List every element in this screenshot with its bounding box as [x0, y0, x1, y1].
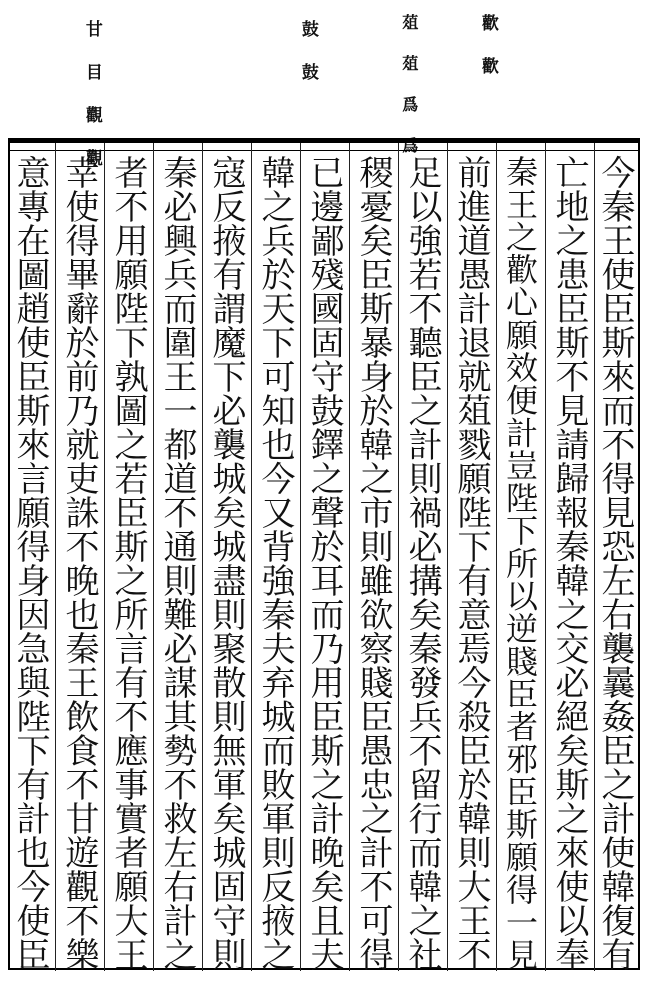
text-column-13: 意專在圖趙使臣斯來言願得身因急與陛下有計也今使臣 — [10, 155, 50, 971]
text-column-2: 亡地之患臣斯不見請歸報秦韓之交必絕矣斯之來使以奉 — [549, 155, 589, 971]
text-column-9: 寇反掖有謂魔下必襲城矣城盡則聚散則無軍矣城固守則 — [206, 155, 246, 971]
text-column-12: 幸使得畢辭於前乃就吏誅不晚也秦王飲食不甘遊觀不樂 — [59, 155, 99, 971]
margin-note-3: 鼓 鼓 — [297, 20, 318, 83]
text-column-3: 秦王之歡心願效便計豈陛下所以逆賤臣者邪臣斯願得一見 — [501, 155, 539, 971]
text-column-6: 稷憂矣臣斯暴身於韓之市則雖欲察賤臣愚忠之計不可得 — [353, 155, 393, 971]
text-column-8: 韓之兵於天下可知也今又背強秦夫弃城而敗軍則反掖之 — [255, 155, 295, 971]
text-column-4: 前進道愚計退就葅戮願陛下有意焉今殺臣於韓則大王不 — [451, 155, 491, 971]
text-column-5: 足以強若不聽臣之計則禍必搆矣秦發兵不留行而韓之社 — [402, 155, 442, 971]
text-column-1: 今秦王使臣斯來而不得見恐左右襲曩姦臣之計使韓復有 — [595, 155, 635, 971]
text-frame — [8, 138, 640, 970]
text-column-7: 已邊鄙殘國固守鼓鐸之聲於耳而乃用臣斯之計晚矣且夫 — [304, 155, 344, 971]
text-column-10: 秦必興兵而圍王一都道不通則難必謀其勢不救左右計之 — [157, 155, 197, 971]
text-column-11: 者不用願陛下孰圖之若臣斯之所言有不應事實者願大王 — [108, 155, 148, 971]
margin-note-2: 葅 葅 爲 爲 — [399, 14, 419, 156]
margin-note-4: 甘 目 觀 觀 — [81, 20, 102, 169]
margin-note-1: 歡 歡 — [477, 14, 498, 77]
